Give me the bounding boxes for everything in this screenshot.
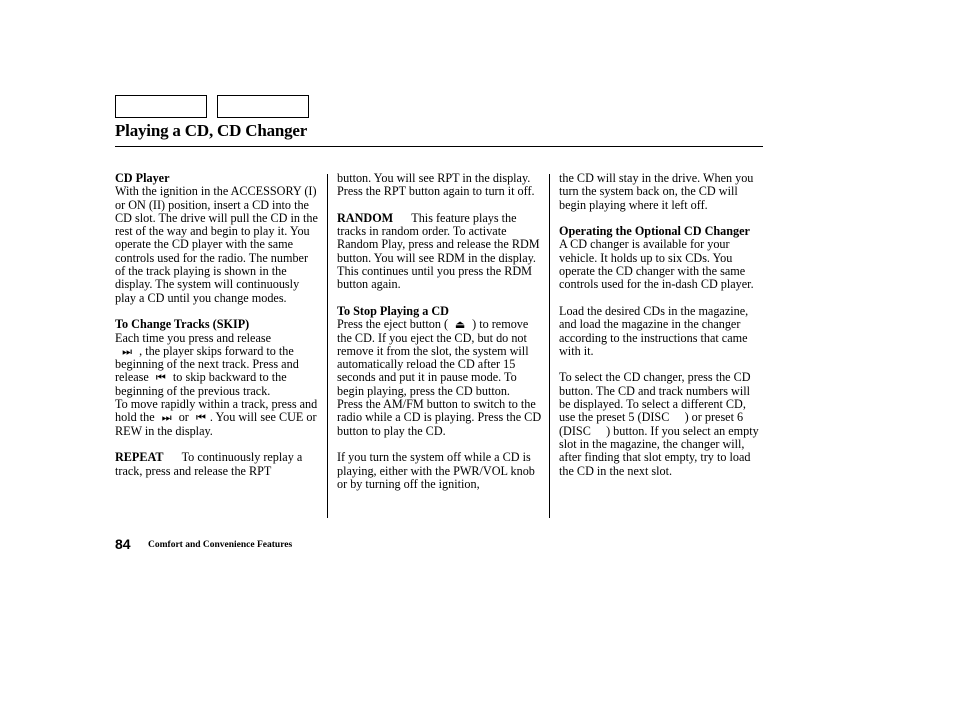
- stop-text-a: Press the eject button (: [337, 317, 449, 332]
- skip-text-c: to skip backward to the beginning of the previous track.: [115, 370, 287, 398]
- stop-heading: To Stop Playing a CD: [337, 303, 449, 318]
- random-paragraph: [337, 212, 543, 292]
- stop-paragraph: [337, 318, 543, 398]
- select-text-a: To select the CD changer, press the CD button. The CD and track numbers will be displayed. To select a different CD, use the preset 5 (DISC: [559, 370, 751, 425]
- skip-forward-icon: ⏭: [161, 411, 172, 425]
- cd-player-text: With the ignition in the ACCESSORY (I) or ON (II) position, insert a CD into the CD slot. The drive will pull the CD in the rest of the way and begin to play it. You operate the CD player with the same controls used for the radio. The number of the track playing is shown in the display. The system will continuously play a CD until you change modes.: [115, 184, 318, 305]
- skip-back-icon: ⏮: [155, 371, 166, 385]
- stop-text-c: Press the AM/FM button to switch to the radio while a CD is playing. Press the CD button to play the CD.: [337, 397, 542, 438]
- stop-text-b: ) to remove the CD. If you eject the CD, but do not remove it from the slot, the system will automatically reload the CD after 15 seconds and put it in pause mode. To begin playing, press the CD button.: [337, 317, 529, 398]
- skip-paragraph: [115, 332, 321, 398]
- column-2: [337, 172, 543, 491]
- random-text: This feature plays the tracks in random order. To activate Random Play, press and release the RDM button. You will see RDM in the display. This continues until you press the RDM button again.: [337, 210, 540, 292]
- select-text-c: ) button. If you select an empty slot in the magazine, the changer will, after finding that slot empty, try to load the CD in the next slot.: [559, 423, 759, 478]
- select-paragraph: [559, 371, 764, 477]
- nav-tab-box-2[interactable]: [217, 95, 309, 118]
- column-3: [559, 172, 764, 478]
- changer-heading: Operating the Optional CD Changer: [559, 224, 750, 239]
- system-off-continued: the CD will stay in the drive. When you turn the system back on, the CD will begin playing where it left off.: [559, 171, 754, 212]
- skip-text-b: , the player skips forward to the beginning of the next track. Press and release: [115, 343, 299, 385]
- nav-tab-box-1[interactable]: [115, 95, 207, 118]
- column-divider-1: [327, 174, 328, 518]
- skip-back-icon: ⏮: [195, 411, 206, 425]
- eject-icon: ⏏: [454, 318, 466, 332]
- page-title: Playing a CD, CD Changer: [115, 121, 308, 140]
- repeat-heading: REPEAT: [115, 450, 164, 465]
- repeat-text: To continuously replay a track, press and release the RPT: [115, 450, 303, 478]
- changer-text: A CD changer is available for your vehicle. It holds up to six CDs. You operate the CD changer with the same controls used for the in-dash CD player.: [559, 237, 754, 292]
- skip-text-f: . You will see CUE or REW in the display.: [115, 410, 317, 438]
- system-off-text: If you turn the system off while a CD is playing, either with the PWR/VOL knob or by turning off the ignition,: [337, 450, 535, 491]
- skip-hold-paragraph: [115, 398, 321, 438]
- skip-heading: To Change Tracks (SKIP): [115, 317, 250, 332]
- random-heading: RANDOM: [337, 210, 394, 225]
- skip-text-e: or: [178, 410, 189, 425]
- footer-section-title: Comfort and Convenience Features: [148, 540, 293, 550]
- repeat-paragraph: [115, 451, 321, 478]
- skip-text-a: Each time you press and release: [115, 330, 272, 345]
- column-divider-2: [549, 174, 550, 518]
- load-text: Load the desired CDs in the magazine, and load the magazine in the changer according to the instructions that came with it.: [559, 303, 749, 358]
- title-rule: [115, 146, 763, 147]
- select-text-b: ) or preset 6 (DISC: [559, 410, 744, 438]
- skip-forward-icon: ⏭: [122, 344, 132, 358]
- column-1: [115, 172, 321, 478]
- repeat-continued: button. You will see RPT in the display. Press the RPT button again to turn it off.: [337, 171, 535, 199]
- page-number: 84: [115, 536, 131, 552]
- skip-text-d: To move rapidly within a track, press and hold the: [115, 397, 318, 425]
- cd-player-heading: CD Player: [115, 171, 170, 185]
